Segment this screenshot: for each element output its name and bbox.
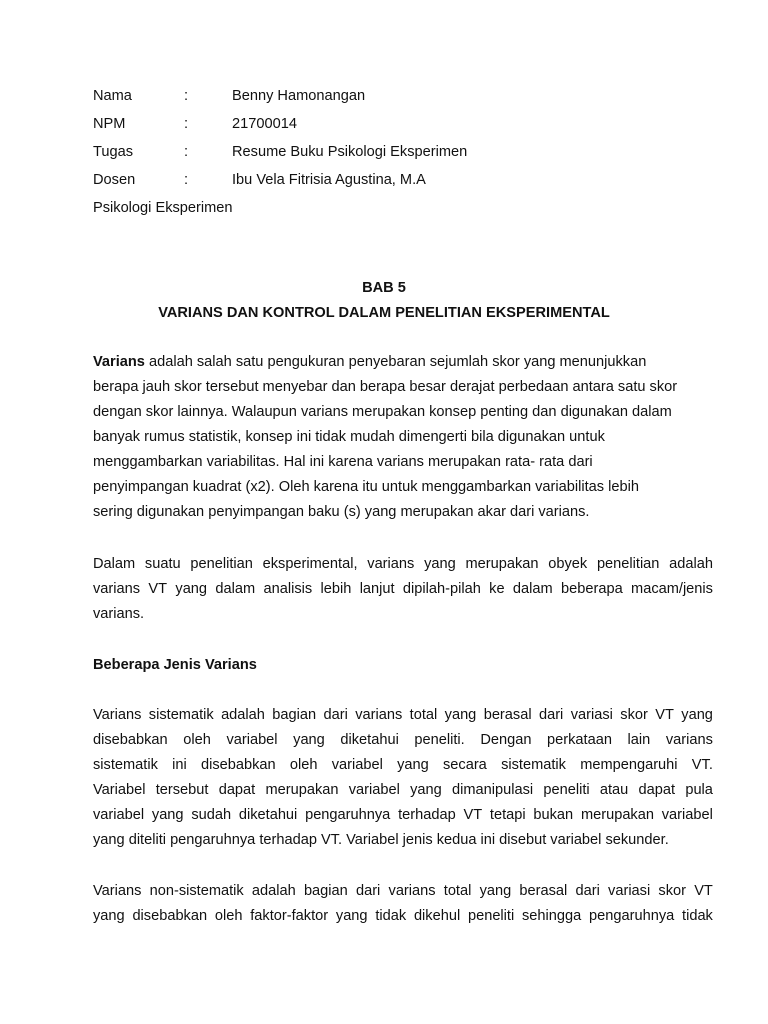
word: obyek [548,556,588,572]
word: yang [479,883,512,899]
word: tidak [682,908,713,924]
word: merupakan [580,807,654,823]
word: oleh [183,732,211,748]
document-page: Nama : Benny Hamonangan NPM : 21700014 Tugas : Resume Buku Psikologi Eksperimen Dosen : Ibu Vela Fitrisia Agustina, M.A Psikologi Eksperimen BAB 5 VARIANS DAN KONTROL DALAM PENELITIAN EKSPERIMENTAL Varians adalah salah satu pengukuran penyebaran sejumlah skor yang menunjukkan berapa jauh skor tersebut menyebar dan berapa besar derajat perbedaan antara satu skor dengan skor lainnya. Walaupun varians merupakan konsep penting dan digunakan dalam banyak rumus statistik, konsep ini tidak mudah dimengerti bila digunakan untuk menggambarkan variabilitas. Hal ini karena varians merupakan rata- rata dari penyimpangan kuadrat (x2). Oleh karena itu untuk menggambarkan variabilitas lebih sering digunakan penyimpangan baku (s) yang merupakan akar dari varians. Dalam suatu penelitian eksperimental, varians yang merupakan obyek penelitian adalah varians VT yang dalam analisis lebih lanjut dipilah-pilah ke dalam beberapa macam/jenis varians. Beberapa Jenis Varians Varians sistematik adalah bagian dari varians total yang berasal dari variasi skor VT yang disebabkan oleh variabel yang diketahui peneliti. Dengan perkataan lain varians sistematik ini disebabkan oleh variabel yang secara sistematik mempengaruhi VT. Variabel tersebut dapat merupakan variabel yang dimanipulasi peneliti atau dapat pula variabel yang sudah diketahui pengaruhnya terhadap VT tetapi bukan merupakan variabel yang diteliti pengaruhnya terhadap VT. Variabel jenis kedua ini disebut variabel sekunder. Varians non-sistematik adalah bagian dari varians total yang berasal dari variasi skor VT yang disebabkan oleh faktor-faktor yang tidak dikehul peneliti sehingga pengaruhnya tidak [0,0,768,1024]
info-label: Dosen [93,172,136,188]
paragraph-line: dengan skor lainnya. Walaupun varians merupakan konsep penting dan digunakan dalam [93,404,672,420]
paragraph-line [93,803,713,828]
word: peneliti [543,782,590,798]
word: diketahui [238,807,298,823]
word: dapat [218,782,256,798]
paragraph-varians-sistematik [93,703,713,853]
word: adalah [669,556,713,572]
word: dalam [512,581,553,597]
word: eksperimental, [262,556,358,572]
word: peneliti. [414,732,465,748]
paragraph-line [93,552,713,577]
word: dipilah-pilah [402,581,481,597]
info-separator: : [184,144,189,160]
paragraph-varians-definition [93,350,713,525]
word: tetapi [489,807,526,823]
paragraph-line [93,879,713,904]
paragraph-line [93,753,713,778]
word: penelitian [190,556,253,572]
paragraph-line: Varians adalah salah satu pengukuran penyebaran sejumlah skor yang menunjukkan [93,354,647,370]
info-separator: : [184,116,189,132]
word: faktor-faktor [250,908,329,924]
word: dari [575,883,600,899]
word: yang [175,581,208,597]
info-separator: : [184,88,189,104]
word: total [409,707,438,723]
word: disebabkan [200,757,276,773]
word: lebih [320,581,352,597]
word: dari [538,707,564,723]
word: VT [148,581,168,597]
paragraph-line: yang diteliti pengaruhnya terhadap VT. Variabel jenis kedua ini disebut variabel sekunder. [93,832,669,848]
paragraph-line: berapa jauh skor tersebut menyebar dan berapa besar derajat perbedaan antara satu skor [93,379,678,395]
word: sistematik [148,707,214,723]
word: variabel [331,757,383,773]
word: mempengaruhi [580,757,678,773]
word: oleh [214,908,243,924]
paragraph-line [93,904,713,929]
word: VT [655,707,674,723]
word: Dengan [480,732,532,748]
word: tidak [375,908,407,924]
paragraph-varians-non-sistematik [93,879,713,929]
word: secara [443,757,487,773]
word: oleh [289,757,318,773]
info-label: Nama [93,88,132,104]
word: disebabkan [132,908,208,924]
word: bagian [272,707,317,723]
word: total [443,883,472,899]
paragraph-line: banyak rumus statistik, konsep ini tidak mudah dimengerti bila digunakan untuk [93,429,605,445]
info-value: Resume Buku Psikologi Eksperimen [232,144,468,160]
word: VT [463,807,483,823]
info-value: Benny Hamonangan [232,88,366,104]
word: sehingga [522,908,582,924]
word: peneliti [467,908,515,924]
word: merupakan [465,556,539,572]
paragraph-line: varians. [93,606,145,622]
word: VT. [691,757,713,773]
word: yang [151,807,184,823]
word: ini [172,757,187,773]
word: VT [694,883,713,899]
word: yang [293,732,325,748]
word: varians [355,707,403,723]
paragraph-line [93,703,713,728]
paragraph-penelitian-eksperimental [93,552,713,627]
paragraph-line [93,577,713,602]
word: lain [627,732,651,748]
section-heading: Beberapa Jenis Varians [93,657,257,673]
word: skor [658,883,686,899]
info-value: Ibu Vela Fitrisia Agustina, M.A [232,172,426,188]
info-value: 21700014 [232,116,297,132]
paragraph-line: sering digunakan penyimpangan baku (s) yang merupakan akar dari varians. [93,504,590,520]
word: terhadap [398,807,456,823]
word: dikehul [413,908,461,924]
word: pengaruhnya [589,908,675,924]
word: varians [665,732,713,748]
chapter-title: VARIANS DAN KONTROL DALAM PENELITIAN EKSPERIMENTAL [158,305,610,321]
word: analisis [263,581,313,597]
word: penelitian [596,556,660,572]
word: yang [681,707,713,723]
paragraph-line: menggambarkan variabilitas. Hal ini karena varians merupakan rata- rata dari [93,454,593,470]
word: yang [397,757,429,773]
word: berasal [519,883,568,899]
word: lanjut [359,581,395,597]
word: atau [599,782,629,798]
word: non-sistematik [149,883,244,899]
word: Varians [93,707,142,723]
word: sistematik [93,757,158,773]
word: suatu [144,556,181,572]
word: pengaruhnya [305,807,391,823]
word: variabel [226,732,278,748]
word: yang [410,782,442,798]
word: adalah [221,707,265,723]
word: Variabel [93,782,146,798]
word: dapat [638,782,676,798]
word: tersebut [155,782,209,798]
word: skor [620,707,648,723]
word: dalam [215,581,256,597]
word: Dalam [93,556,136,572]
word: varians [367,556,415,572]
word: sudah [191,807,232,823]
term-varians: Varians [93,354,145,370]
word: pula [685,782,713,798]
word: Varians [93,883,142,899]
word: disebabkan [93,732,168,748]
word: variabel [93,807,145,823]
word: variabel [348,782,400,798]
word: ke [489,581,505,597]
word: perkataan [547,732,612,748]
word: berasal [483,707,532,723]
word: yang [444,707,477,723]
paragraph-line: penyimpangan kuadrat (x2). Oleh karena itu untuk menggambarkan variabilitas lebih [93,479,639,495]
word: bukan [533,807,574,823]
chapter-number: BAB 5 [362,280,406,296]
word: sistematik [501,757,566,773]
word: yang [93,908,125,924]
word: merupakan [265,782,339,798]
word: adalah [251,883,296,899]
word: variasi [608,883,651,899]
word: dimanipulasi [452,782,534,798]
word: varians [388,883,436,899]
paragraph-line [93,728,713,753]
word: dari [355,883,381,899]
word: bagian [303,883,348,899]
word: varians [93,581,141,597]
word: dari [323,707,348,723]
word: yang [335,908,368,924]
info-label: Tugas [93,144,134,160]
info-separator: : [184,172,189,188]
word: macam/jenis [631,581,713,597]
info-label: NPM [93,116,126,132]
word: variabel [661,807,713,823]
paragraph-line [93,778,713,803]
word: yang [424,556,456,572]
word: beberapa [561,581,623,597]
word: variasi [570,707,613,723]
word: diketahui [340,732,399,748]
